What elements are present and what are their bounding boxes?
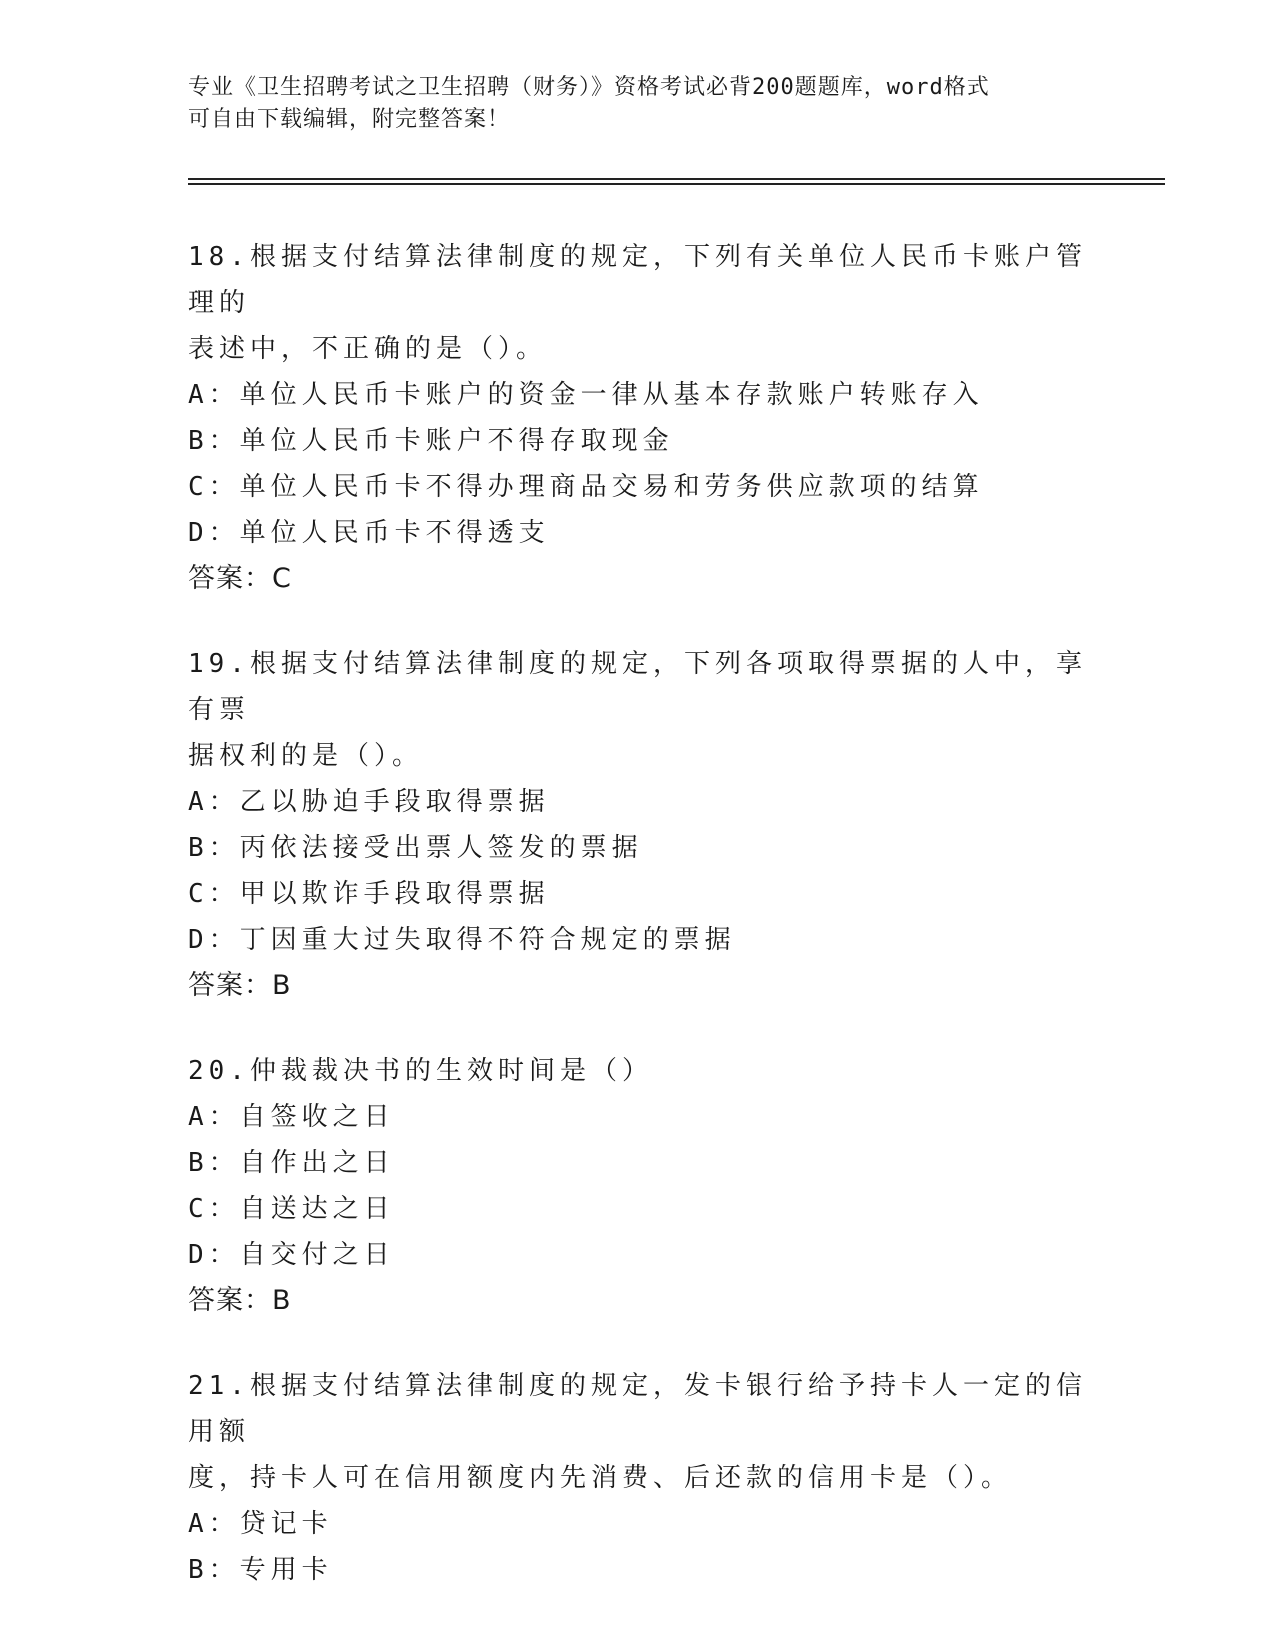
question-list (188, 234, 1088, 1632)
question-stem-line-2: 表述中，不正确的是（）。 (188, 334, 548, 364)
question-20 (188, 1048, 1088, 1324)
question-stem-line-1: 18.根据支付结算法律制度的规定，下列有关单位人民币卡账户管理的 (188, 242, 1087, 318)
question-stem-line-1: 21.根据支付结算法律制度的规定，发卡银行给予持卡人一定的信用额 (188, 1371, 1087, 1447)
option-d: D：丁因重大过失取得不符合规定的票据 (188, 925, 736, 955)
option-a: A：乙以胁迫手段取得票据 (188, 787, 550, 817)
question-18 (188, 234, 1088, 602)
header-divider-bottom (188, 183, 1165, 185)
header-line-1: 专业《卫生招聘考试之卫生招聘（财务）》资格考试必背200题题库，word格式 (188, 75, 990, 100)
answer: 答案：C (188, 563, 292, 594)
option-c: C：甲以欺诈手段取得票据 (188, 879, 550, 909)
question-stem-line-2: 据权利的是（）。 (188, 741, 424, 771)
option-a: A：自签收之日 (188, 1102, 395, 1132)
question-stem-line-1: 20.仲裁裁决书的生效时间是（） (188, 1056, 653, 1086)
question-21 (188, 1363, 1088, 1593)
question-stem-line-2: 度，持卡人可在信用额度内先消费、后还款的信用卡是（）。 (188, 1463, 1013, 1493)
answer: 答案：B (188, 1285, 292, 1316)
question-stem-line-1: 19.根据支付结算法律制度的规定，下列各项取得票据的人中，享有票 (188, 649, 1087, 725)
question-19 (188, 641, 1088, 1009)
option-d: D：单位人民币卡不得透支 (188, 518, 550, 548)
option-d: D：自交付之日 (188, 1240, 395, 1270)
option-b: B：自作出之日 (188, 1148, 395, 1178)
header-divider-top (188, 178, 1165, 180)
document-header (188, 72, 1088, 136)
option-b: B：丙依法接受出票人签发的票据 (188, 833, 643, 863)
option-b: B：专用卡 (188, 1555, 333, 1585)
option-b: B：单位人民币卡账户不得存取现金 (188, 426, 674, 456)
option-c: C：自送达之日 (188, 1194, 395, 1224)
option-c: C：单位人民币卡不得办理商品交易和劳务供应款项的结算 (188, 472, 984, 502)
option-a: A：贷记卡 (188, 1509, 333, 1539)
answer: 答案：B (188, 970, 292, 1001)
option-a: A：单位人民币卡账户的资金一律从基本存款账户转账存入 (188, 380, 984, 410)
header-line-2: 可自由下载编辑，附完整答案！ (188, 107, 511, 132)
